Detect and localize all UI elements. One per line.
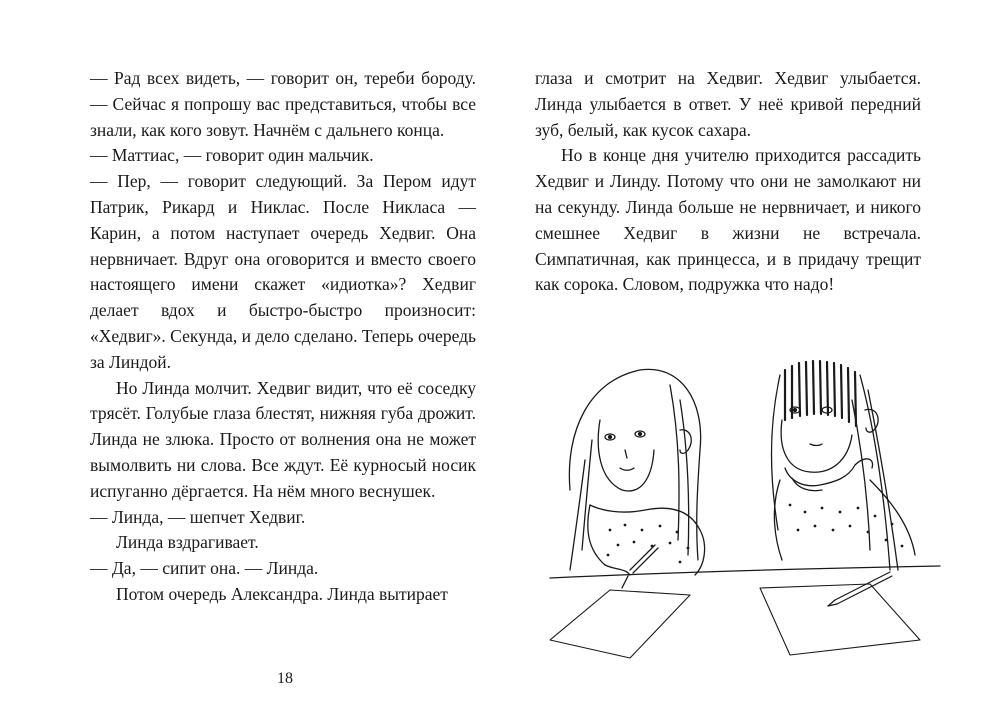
paper-right <box>760 584 920 655</box>
paragraph: Но в конце дня учителю приходится рассадить Хедвиг и Линду. Потому что они не замолкают ни на секунду. Линда больше не нервничает, и никого смешнее Хедвиг в жизни не встречала. Симпатичная, как принцесса, и в придачу трещит как сорока. Словом, подружка что надо! <box>535 145 921 295</box>
paragraph: — Линда, — шепчет Хедвиг. <box>90 506 306 527</box>
paragraph: — Рад всех видеть, — говорит он, тереби бороду. — Сейчас я попрошу вас представиться, чтобы все знали, как кого зовут. Начнём с дальнего конца. <box>90 68 476 140</box>
paragraph: глаза и смотрит на Хедвиг. Хедвиг улыбается. Линда улыбается в ответ. У неё кривой передний зуб, белый, как кусок сахара. <box>535 68 921 140</box>
illustration-two-girls <box>530 340 950 680</box>
paragraph: — Да, — сипит она. — Линда. <box>90 558 319 579</box>
paragraph: Линда вздрагивает. <box>116 532 259 553</box>
right-girl <box>772 361 916 570</box>
paragraph: Но Линда молчит. Хедвиг видит, что её соседку трясёт. Голубые глаза блестят, нижняя губа дрожит. Линда не злюка. Просто от волнения она не может вымолвить ни слова. Все ждут. Её курносый носик испуганно дёргается. На нём много веснушек. <box>90 377 476 501</box>
paragraph: — Пер, — говорит следующий. За Пером идут Патрик, Рикард и Никлас. После Никласа — Карин, а потом наступает очередь Хедвиг. Она нервничает. Вдруг она оговорится и вместо своего настоящего имени скажет «идиотка»? Хедвиг делает вдох и быстро-быстро произносит: «Хедвиг». Секунда, и дело сделано. Теперь очередь за Линдой. <box>90 171 476 372</box>
left-page-text <box>90 66 476 608</box>
right-page-text <box>535 66 921 298</box>
paper-left <box>550 590 690 658</box>
pencil-right <box>828 572 892 606</box>
paragraph: — Маттиас, — говорит один мальчик. <box>90 145 374 166</box>
left-girl <box>569 369 704 588</box>
page-number: 18 <box>277 670 293 687</box>
paragraph: Потом очередь Александра. Линда вытирает <box>116 583 448 604</box>
